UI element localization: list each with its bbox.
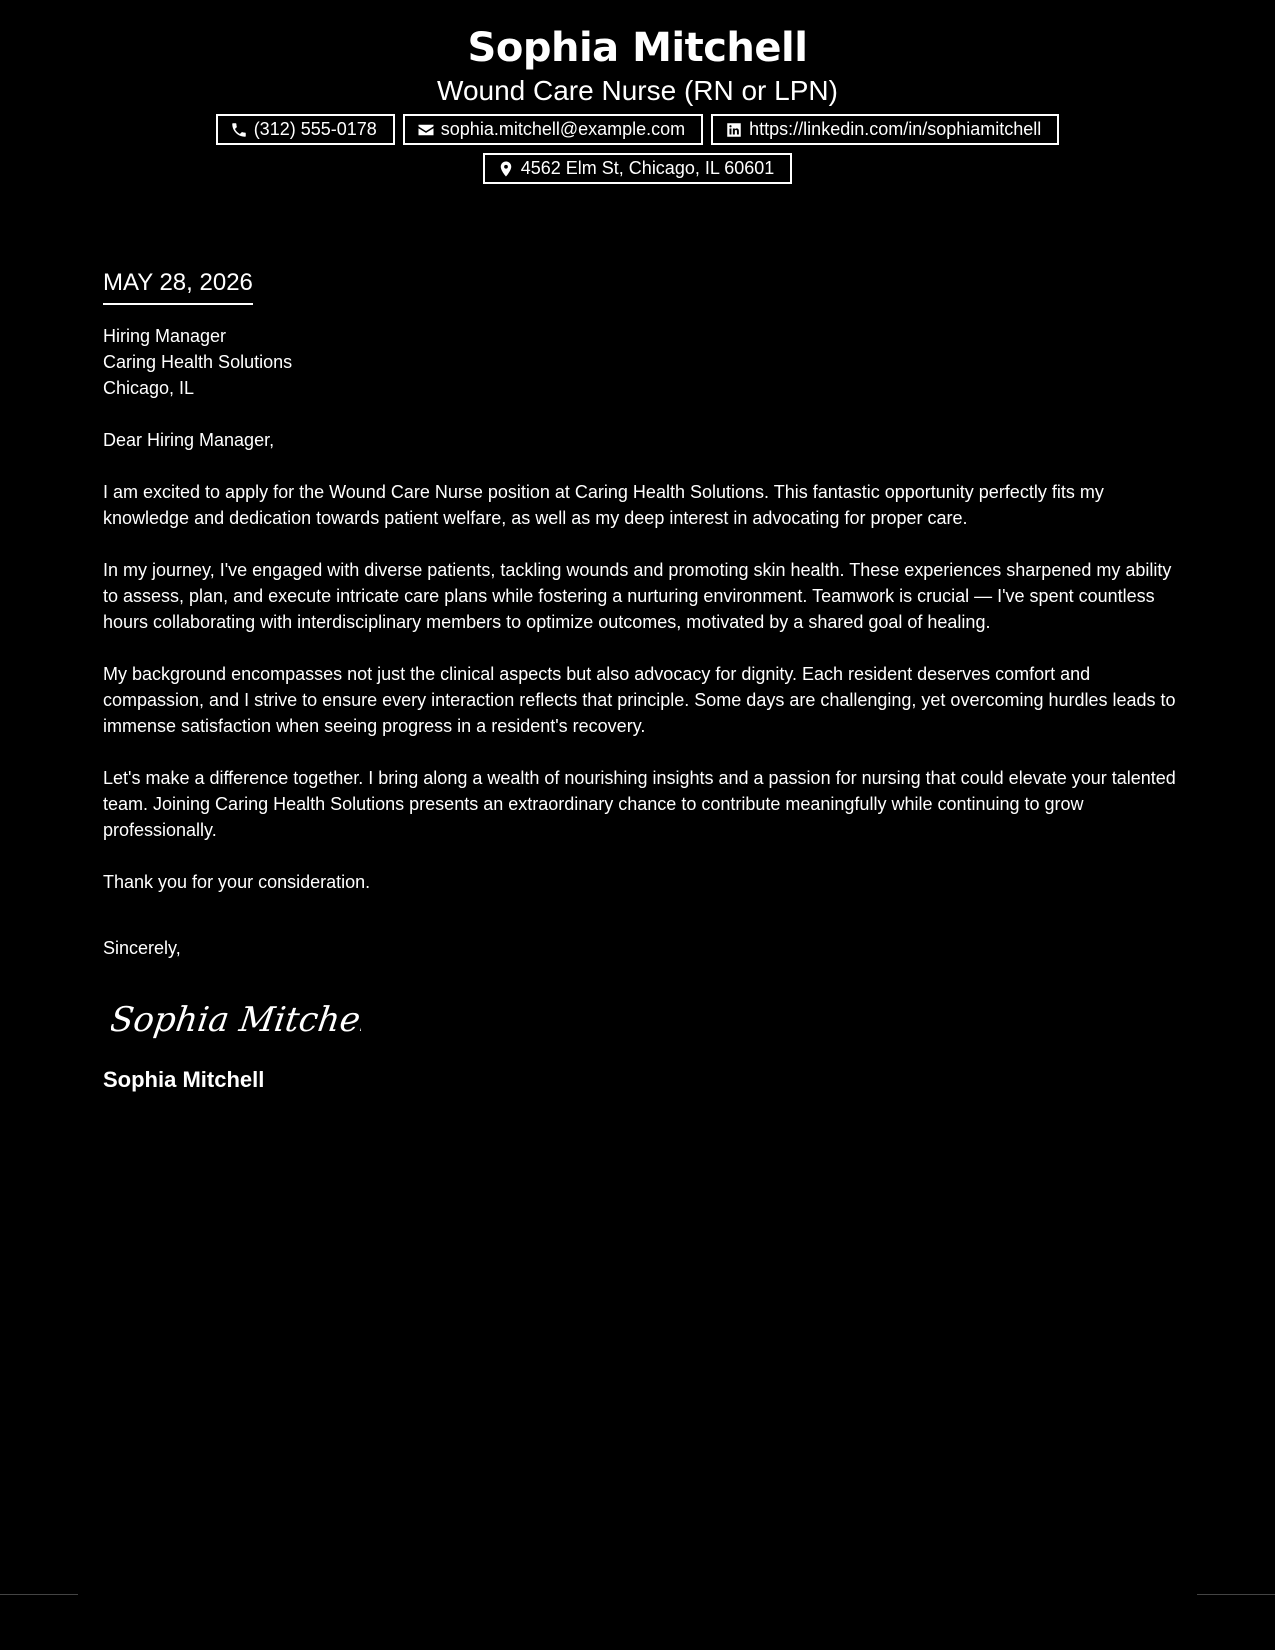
contact-phone[interactable] bbox=[216, 114, 395, 145]
address-text: 4562 Elm St, Chicago, IL 60601 bbox=[520, 158, 775, 178]
footer-divider-right bbox=[1197, 1594, 1275, 1595]
body-paragraph: Let's make a difference together. I bring along a wealth of nourishing insights and a passion for nursing that could elevate your talented team. Joining Caring Health Solutions presents an extraordinary chance to contribute meaningfully while continuing to grow professionally. bbox=[103, 768, 1176, 840]
closing-line: Thank you for your consideration. bbox=[103, 872, 371, 892]
envelope-icon bbox=[417, 121, 435, 139]
handwritten-signature bbox=[111, 987, 1178, 1047]
contact-linkedin[interactable] bbox=[711, 114, 1059, 145]
body-paragraph: I am excited to apply for the Wound Care Nurse position at Caring Health Solutions. This fantastic opportunity perfectly fits my knowledge and dedication towards patient welfare, as well as my deep interest in advocating for proper care. bbox=[103, 482, 1104, 528]
email-text: sophia.mitchell@example.com bbox=[440, 119, 686, 139]
letter-body bbox=[103, 266, 1178, 1095]
signer-name: Sophia Mitchell bbox=[103, 1067, 265, 1092]
body-paragraph: My background encompasses not just the clinical aspects but also advocacy for dignity. Each resident deserves comfort and compassion, and I strive to ensure every interaction reflects that principle. Some days are challenging, yet overcoming hurdles leads to immense satisfaction when seeing progress in a resident's recovery. bbox=[103, 664, 1176, 736]
letter-date: MAY 28, 2026 bbox=[103, 266, 253, 305]
recipient-company: Caring Health Solutions bbox=[103, 352, 293, 372]
phone-icon bbox=[230, 121, 248, 139]
recipient-block bbox=[103, 323, 1178, 401]
applicant-role: Wound Care Nurse (RN or LPN) bbox=[437, 75, 838, 106]
contact-email[interactable] bbox=[403, 114, 703, 145]
body-paragraph: In my journey, I've engaged with diverse patients, tackling wounds and promoting skin health. These experiences sharpened my ability to assess, plan, and execute intricate care plans while fostering a nurturing environment. Teamwork is crucial — I've spent countless hours collaborating with interdisciplinary members to optimize outcomes, motivated by a shared goal of healing. bbox=[103, 560, 1172, 632]
applicant-name: Sophia Mitchell bbox=[467, 25, 808, 71]
contact-address[interactable] bbox=[483, 153, 793, 184]
linkedin-text: https://linkedin.com/in/sophiamitchell bbox=[749, 119, 1042, 139]
map-marker-icon bbox=[497, 160, 515, 178]
phone-text: (312) 555-0178 bbox=[253, 119, 377, 139]
linkedin-icon bbox=[725, 121, 743, 139]
signoff: Sincerely, bbox=[103, 938, 181, 958]
recipient-location: Chicago, IL bbox=[103, 378, 195, 398]
signature-script: Sophia Mitchell bbox=[111, 1000, 361, 1040]
contact-list bbox=[178, 114, 1098, 184]
signature-graphic bbox=[111, 987, 361, 1047]
letter-header bbox=[0, 22, 1275, 184]
greeting: Dear Hiring Manager, bbox=[103, 430, 275, 450]
recipient-title: Hiring Manager bbox=[103, 326, 227, 346]
footer-divider-left bbox=[0, 1594, 78, 1595]
